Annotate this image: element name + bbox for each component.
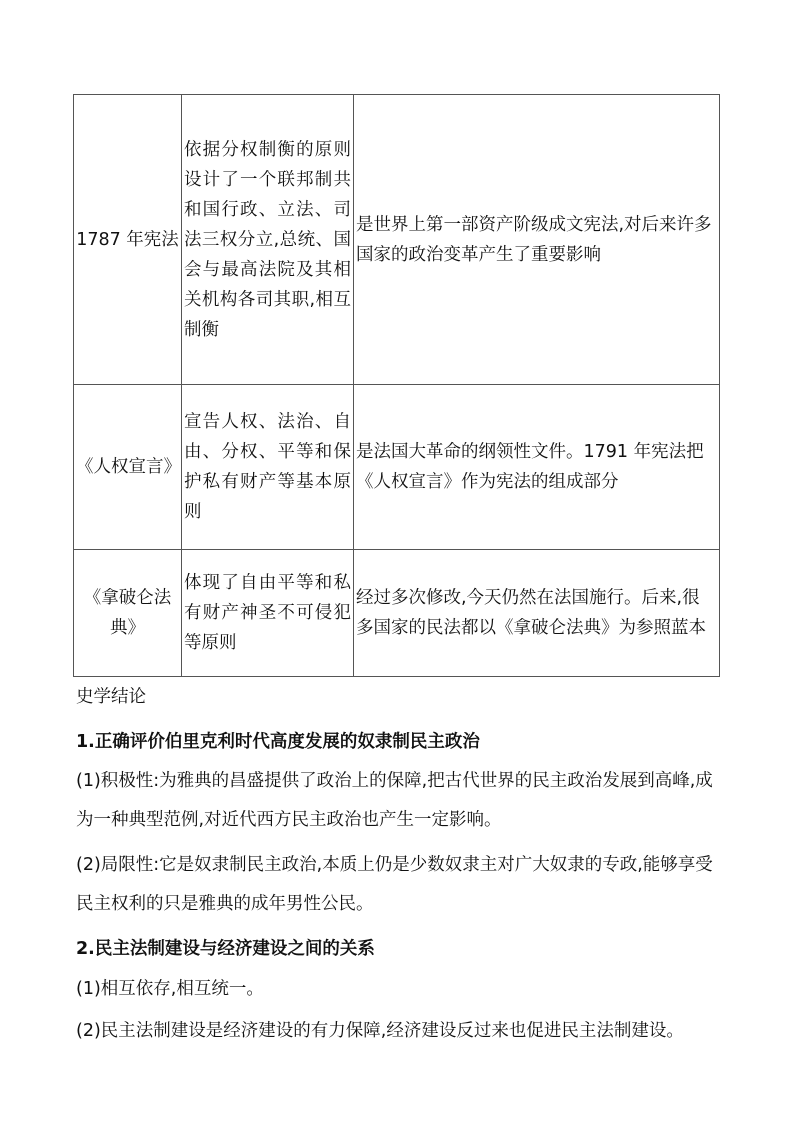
section-point: (2)民主法制建设是经济建设的有力保障,经济建设反过来也促进民主法制建设。 — [76, 1021, 684, 1041]
section-point: (2)局限性:它是奴隶制民主政治,本质上仍是少数奴隶主对广大奴隶的专政,能够享受民主权利的只是雅典的成年男性公民。 — [76, 855, 713, 914]
table-cell-evaluation: 是世界上第一部资产阶级成文宪法,对后来许多国家的政治变革产生了重要影响 — [354, 95, 720, 385]
table-row — [74, 385, 720, 550]
table-row — [74, 95, 720, 385]
table-cell-content: 体现了自由平等和私有财产神圣不可侵犯等原则 — [182, 550, 354, 677]
table-cell-name: 《拿破仑法典》 — [74, 550, 182, 677]
table-row — [74, 550, 720, 677]
table-cell-evaluation: 经过多次修改,今天仍然在法国施行。后来,很多国家的民法都以《拿破仑法典》为参照蓝本 — [354, 550, 720, 677]
section-point: (1)积极性:为雅典的昌盛提供了政治上的保障,把古代世界的民主政治发展到高峰,成为一种典型范例,对近代西方民主政治也产生一定影响。 — [76, 771, 713, 830]
table-cell-name: 《人权宣言》 — [74, 385, 182, 550]
table-cell-name: 1787 年宪法 — [74, 95, 182, 385]
table-cell-content: 依据分权制衡的原则设计了一个联邦制共和国行政、立法、司法三权分立,总统、国会与最高法院及其相关机构各司其职,相互制衡 — [182, 95, 354, 385]
conclusion-label: 史学结论 — [76, 687, 146, 707]
section-heading: 1.正确评价伯里克利时代高度发展的奴隶制民主政治 — [76, 732, 480, 752]
table-cell-evaluation: 是法国大革命的纲领性文件。1791 年宪法把《人权宣言》作为宪法的组成部分 — [354, 385, 720, 550]
table-cell-content: 宣告人权、法治、自由、分权、平等和保护私有财产等基本原则 — [182, 385, 354, 550]
constitution-comparison-table — [73, 94, 720, 677]
section-heading: 2.民主法制建设与经济建设之间的关系 — [76, 939, 375, 959]
section-point: (1)相互依存,相互统一。 — [76, 979, 264, 999]
